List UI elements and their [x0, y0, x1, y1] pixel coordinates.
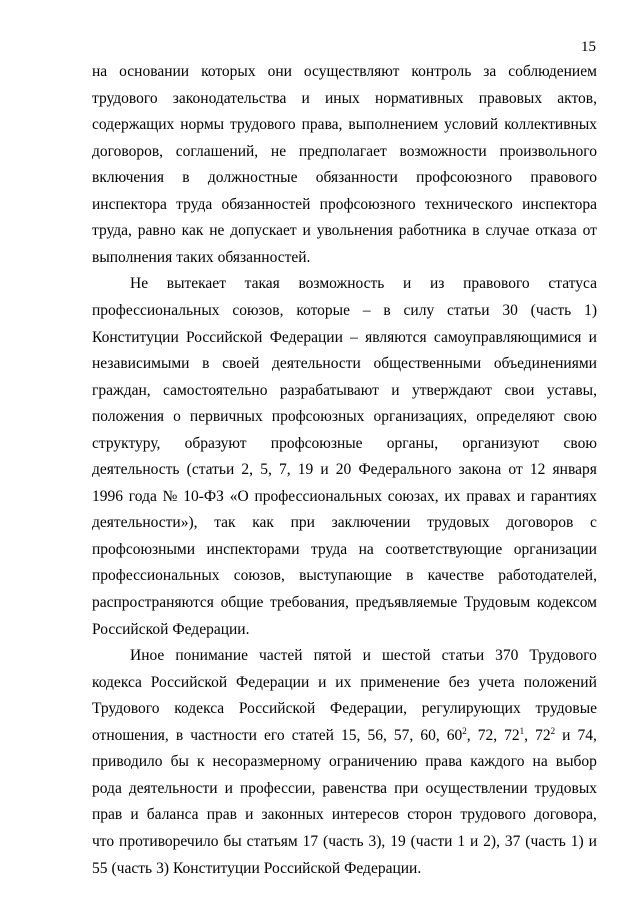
text-line	[92, 86, 597, 113]
word: правах	[466, 487, 511, 505]
word: рода	[92, 779, 122, 797]
word: января	[552, 461, 597, 479]
word: Федерации	[236, 673, 310, 691]
word: о	[173, 408, 181, 426]
word: уставы,	[546, 381, 597, 399]
word: статьи	[447, 301, 490, 319]
word: Конституции	[92, 328, 179, 346]
word: увольнения	[316, 222, 393, 240]
text-line	[130, 271, 597, 298]
text-line	[92, 829, 597, 856]
word: 1996	[92, 487, 123, 505]
word: нормативных	[374, 89, 464, 107]
word: Российской	[150, 673, 228, 691]
word: труда	[311, 540, 348, 558]
word: Российской	[263, 859, 341, 877]
word: их	[335, 673, 352, 691]
word: утверждают	[411, 381, 492, 399]
word: допускает	[230, 222, 297, 240]
word: отказа	[535, 222, 577, 240]
text-line	[92, 723, 597, 750]
word: и	[245, 806, 254, 824]
word: осуществляют	[303, 63, 400, 80]
word: частности	[190, 726, 257, 744]
word: профсоюзными	[92, 540, 195, 558]
word: отношения,	[92, 726, 169, 744]
word: №	[162, 487, 178, 505]
word: –	[350, 328, 358, 346]
word: должностные	[207, 169, 298, 187]
word: трудового	[460, 806, 526, 824]
word: и	[224, 779, 233, 797]
word: понимание	[175, 647, 249, 665]
word: трудовых	[427, 514, 490, 532]
word: Трудового	[92, 700, 160, 718]
word: сторон	[407, 806, 453, 824]
word: и	[516, 487, 525, 505]
word: общие	[220, 594, 264, 611]
word: труда	[176, 195, 213, 213]
word: таких	[176, 248, 214, 266]
word: бы	[170, 753, 189, 771]
word: граждан,	[92, 381, 151, 399]
word: выбор	[555, 753, 597, 771]
word: самоуправляющимися	[433, 328, 582, 346]
word: выступающие	[299, 567, 392, 585]
word: положений	[523, 673, 597, 691]
word: которых	[201, 63, 256, 80]
word: Российской	[186, 328, 263, 346]
word: пятой	[313, 647, 352, 665]
word: трудовые	[535, 700, 597, 718]
word: несоразмерному	[212, 753, 321, 771]
word: профсоюзного	[416, 169, 513, 187]
word: частей	[259, 647, 303, 665]
text-line	[92, 776, 597, 803]
word: равенства	[322, 779, 388, 797]
word: включения	[92, 169, 164, 187]
word: Не	[130, 275, 149, 293]
word: противоречило	[119, 832, 219, 850]
text-line	[92, 537, 597, 564]
word: статьи	[441, 647, 485, 665]
word: профессиональных	[254, 487, 382, 505]
word: 55	[92, 859, 108, 877]
word: 30	[502, 301, 518, 319]
word: трудового	[230, 116, 296, 134]
word: прав	[92, 806, 123, 824]
word: кодекса	[92, 673, 142, 691]
word: 19	[390, 832, 406, 850]
word: 3)	[156, 859, 169, 877]
word: в	[406, 567, 414, 585]
word: не	[270, 142, 287, 160]
word: статуса	[548, 275, 597, 293]
word: Российской	[238, 700, 316, 718]
word: 37	[504, 832, 521, 850]
word: учета	[478, 673, 515, 691]
word: так	[214, 514, 236, 532]
word: самостоятельно	[163, 381, 268, 399]
word: Российской	[92, 620, 169, 638]
word: и	[318, 673, 327, 691]
text-line	[92, 404, 597, 431]
word: 57,	[393, 726, 414, 744]
word: инспекторами	[206, 540, 300, 558]
text-line	[92, 749, 597, 776]
text-line	[92, 192, 597, 219]
text-line	[92, 457, 597, 484]
word: от	[582, 222, 597, 240]
word: в	[182, 169, 190, 187]
word: Трудовым	[463, 594, 531, 611]
text-line	[92, 112, 597, 139]
word: правового	[530, 169, 597, 187]
word: возможность	[298, 275, 385, 293]
word: союзах,	[387, 487, 439, 505]
word: 72,	[477, 726, 498, 744]
word: работодателей,	[498, 567, 597, 585]
text-line	[92, 245, 597, 272]
word: на	[532, 753, 548, 771]
word: из	[430, 275, 445, 293]
word: в	[383, 301, 391, 319]
word: деятельности	[128, 779, 218, 797]
word: контроль	[411, 63, 472, 80]
word: Иное	[130, 647, 165, 665]
word: осуществлении	[425, 779, 528, 797]
word: без	[448, 673, 470, 691]
word: организациях,	[373, 408, 468, 426]
text-line	[92, 298, 597, 325]
word: произвольного	[499, 142, 597, 160]
word: трудового	[92, 89, 158, 107]
word: деятельность	[92, 461, 180, 479]
word: года	[128, 487, 157, 505]
word: 1)	[584, 301, 597, 319]
word: 10-ФЗ	[183, 487, 224, 505]
word: на	[92, 63, 108, 80]
word: качестве	[427, 567, 484, 585]
word: права	[425, 753, 463, 771]
word: коллективных	[504, 116, 597, 134]
word: права,	[301, 116, 343, 134]
word: труда,	[92, 222, 132, 240]
word: и	[391, 381, 400, 399]
word: силу	[403, 301, 435, 319]
word: при	[394, 779, 419, 797]
word: структуру,	[92, 434, 161, 452]
word: и	[588, 832, 597, 850]
text-line	[92, 856, 597, 883]
word: кодексом	[536, 594, 597, 611]
word: профессиональных	[92, 301, 220, 319]
word: законодательства	[172, 89, 287, 107]
word: выполнения	[92, 248, 173, 266]
word: вытекает	[166, 275, 226, 293]
word: профессиональных	[92, 567, 220, 585]
word: обязанности	[315, 169, 398, 187]
word: организации	[513, 540, 597, 558]
word: органы,	[386, 434, 439, 452]
word: и	[588, 328, 597, 346]
word: условий	[444, 116, 499, 134]
word: своей	[222, 355, 260, 373]
word: закона	[458, 461, 502, 479]
word: и	[469, 832, 479, 850]
word: деятельности	[272, 355, 361, 373]
word: актов,	[557, 89, 597, 107]
word: ограничению	[329, 753, 418, 771]
word: 12	[529, 461, 546, 479]
word: $72^1$,	[504, 725, 529, 744]
word: регулирующих	[421, 700, 521, 718]
word: гарантиях	[530, 487, 597, 505]
text-line	[92, 139, 597, 166]
word: 56,	[367, 726, 387, 744]
word: и	[562, 726, 571, 744]
word: предполагает	[298, 142, 387, 160]
word: 15,	[341, 726, 361, 744]
word: 7,	[278, 461, 291, 479]
word: 1	[457, 832, 466, 850]
word: соответствующие	[385, 540, 503, 558]
word: Федерации.	[172, 620, 250, 638]
word: и	[130, 806, 139, 824]
word: приводило	[92, 753, 163, 771]
text-line	[92, 378, 597, 405]
word: как	[252, 514, 274, 532]
word: которые	[296, 301, 350, 319]
word: 60,	[420, 726, 440, 744]
word: определяют	[476, 408, 555, 426]
word: «О	[229, 487, 249, 505]
word: случае	[485, 222, 530, 240]
word: технического	[424, 195, 513, 213]
word: первичных	[189, 408, 263, 426]
word: обязанностей.	[217, 248, 311, 266]
word: Федерации.	[344, 859, 422, 877]
word: 19	[297, 461, 314, 479]
word: (часть	[525, 832, 566, 850]
word: в	[175, 726, 184, 744]
text-line	[92, 351, 597, 378]
word: разрабатывают	[279, 381, 379, 399]
word: в	[202, 355, 210, 373]
word: соблюдением	[508, 63, 597, 80]
word: обязанностей	[221, 195, 311, 213]
word: с	[590, 514, 597, 532]
word: Федерации,	[329, 700, 408, 718]
page-number: 15	[581, 39, 596, 55]
word: договоров	[506, 514, 574, 532]
word: Трудового	[529, 647, 597, 665]
word: к	[196, 753, 205, 771]
word: инспектора	[522, 195, 597, 213]
word: свою	[563, 408, 597, 426]
text-line	[92, 510, 597, 537]
word: не	[209, 222, 225, 240]
word: возможности	[399, 142, 487, 160]
word: за	[483, 63, 497, 80]
word: инспектора	[92, 195, 167, 213]
word: трудовых	[534, 779, 597, 797]
text-line	[92, 617, 597, 644]
word: договора,	[534, 806, 597, 824]
text-line	[92, 802, 597, 829]
word: интересов	[331, 806, 400, 824]
word: 20	[335, 461, 352, 479]
word: правового	[463, 275, 530, 293]
word: при	[290, 514, 315, 532]
word: прав	[206, 806, 237, 824]
word: являются	[365, 328, 427, 346]
text-line	[92, 696, 597, 723]
word: 2,	[241, 461, 254, 479]
text-line	[92, 59, 597, 86]
word: и	[362, 647, 371, 665]
text-line	[92, 218, 597, 245]
text-line	[92, 431, 597, 458]
word: его	[264, 726, 285, 744]
word: (часть	[323, 832, 364, 850]
word: на	[358, 540, 374, 558]
word: Федерации	[269, 328, 343, 346]
word: Федерального	[358, 461, 452, 479]
word: $60^2$,	[446, 725, 471, 744]
word: такая	[244, 275, 280, 293]
word: их	[444, 487, 461, 505]
word: распространяются	[92, 594, 214, 611]
word: основании	[119, 63, 190, 80]
word: от	[508, 461, 523, 479]
word: профсоюзного	[319, 195, 416, 213]
word: свою	[563, 434, 597, 452]
word: положения	[92, 408, 165, 426]
word: выполнением	[348, 116, 439, 134]
word: (часть	[111, 859, 153, 877]
word: 5,	[260, 461, 272, 479]
text-line	[92, 325, 597, 352]
word: нормы	[180, 116, 225, 134]
word: 1)	[570, 832, 584, 850]
word: профсоюзные	[270, 434, 363, 452]
word: требования,	[270, 594, 349, 611]
word: и	[301, 89, 310, 107]
word: союзов,	[232, 301, 284, 319]
word: общественными	[373, 355, 482, 373]
word: применение	[360, 673, 440, 691]
word: образуют	[184, 434, 247, 452]
word: профессии,	[240, 779, 316, 797]
word: объединениями	[493, 355, 597, 373]
text-line	[92, 590, 597, 617]
word: правовых	[478, 89, 543, 107]
word: (статьи	[186, 461, 235, 479]
word: свои	[504, 381, 535, 399]
word: 17	[302, 832, 319, 850]
word: статьям	[246, 832, 298, 850]
word: $72^2$	[535, 725, 556, 744]
word: каждого	[470, 753, 525, 771]
word: 3),	[368, 832, 386, 850]
word: они	[267, 63, 292, 80]
word: бы	[223, 832, 242, 850]
word: и	[403, 275, 412, 293]
word: союзов,	[233, 567, 285, 585]
word: предъявляемые	[355, 594, 458, 611]
word: шестой	[381, 647, 431, 665]
word: 2),	[483, 832, 500, 850]
word: независимыми	[92, 355, 190, 373]
word: Конституции	[172, 859, 260, 877]
word: (части	[410, 832, 453, 850]
text-line	[92, 165, 597, 192]
word: профсоюзных	[271, 408, 365, 426]
word: –	[362, 301, 371, 319]
text-line	[92, 484, 597, 511]
word: (часть	[530, 301, 572, 319]
word: статей	[291, 726, 334, 744]
word: кодекса	[174, 700, 225, 718]
word: что	[92, 832, 115, 850]
word: иных	[325, 89, 360, 107]
word: соглашений,	[175, 142, 259, 160]
text-line	[92, 563, 597, 590]
word: баланса	[146, 806, 199, 824]
word: и	[320, 461, 329, 479]
word: 370	[495, 647, 519, 665]
word: в	[472, 222, 480, 240]
word: и	[302, 222, 311, 240]
word: как	[181, 222, 204, 240]
word: договоров,	[92, 142, 164, 160]
word: равно	[137, 222, 176, 240]
word: деятельности»),	[92, 514, 198, 532]
text-line	[130, 643, 597, 670]
word: содержащих	[92, 116, 175, 134]
word: заключении	[331, 514, 411, 532]
word: работника	[398, 222, 467, 240]
text-line	[92, 670, 597, 697]
word: законных	[261, 806, 324, 824]
word: 74,	[577, 726, 597, 744]
word: организуют	[462, 434, 540, 452]
